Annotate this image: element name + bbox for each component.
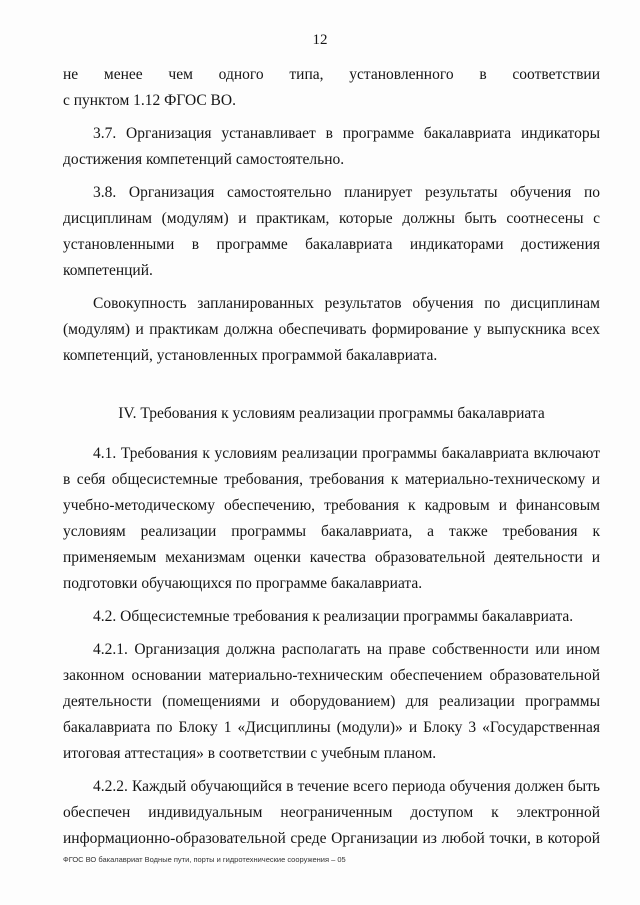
paragraph-4-2: 4.2. Общесистемные требования к реализации программы бакалавриата. xyxy=(93,608,574,625)
paragraph-results-total: Совокупность запланированных результатов обучения по дисциплинам (модулям) и практикам должна обеспечивать формирование у выпускника всех компетенций, установленных программой бакалавриата. xyxy=(63,295,600,364)
page-number: 12 xyxy=(312,32,328,48)
paragraph-4-1: 4.1. Требования к условиям реализации программы бакалавриата включают в себя общесистемные требования, требования к материально-техническому и учебно-методическому обеспечению, требования к кадровым и финансовым условиям реализации программы бакалавриата, а также требования к применяемым механизмам оценки качества образовательной деятельности и подготовки обучающихся по программе бакалавриата. xyxy=(63,445,600,592)
paragraph-continuation xyxy=(63,62,600,88)
paragraph-3-8: 3.8. Организация самостоятельно планирует результаты обучения по дисциплинам (модулям) и практикам, которые должны быть соотнесены с установленными в программе бакалавриата индикаторами достижения компетенций. xyxy=(63,184,600,279)
paragraph-4-2-2: 4.2.2. Каждый обучающийся в течение всего периода обучения должен быть обеспечен индивидуальным неограниченным доступом к электронной информационно-образовательной среде Организации из любой точки, в которой xyxy=(63,778,600,847)
document-footer: ФГОС ВО бакалавриат Водные пути, порты и гидротехнические сооружения – 05 xyxy=(63,855,346,864)
document-body xyxy=(63,62,600,859)
paragraph-4-2-1: 4.2.1. Организация должна располагать на праве собственности или ином законном основании материально-техническим обеспечением образовательной деятельности (помещениями и оборудованием) для реализации программы бакалавриата по Блоку 1 «Дисциплины (модули)» и Блоку 3 «Государственная итоговая аттестация» в соответствии с учебным планом. xyxy=(63,641,600,762)
paragraph-3-7: 3.7. Организация устанавливает в программе бакалавриата индикаторы достижения компетенций самостоятельно. xyxy=(63,125,600,168)
paragraph-continuation-end: с пунктом 1.12 ФГОС ВО. xyxy=(63,92,236,109)
paragraph-line: не менее чем одного типа, установленного в соответствии xyxy=(63,66,600,83)
section-heading: IV. Требования к условиям реализации программы бакалавриата xyxy=(118,405,545,422)
